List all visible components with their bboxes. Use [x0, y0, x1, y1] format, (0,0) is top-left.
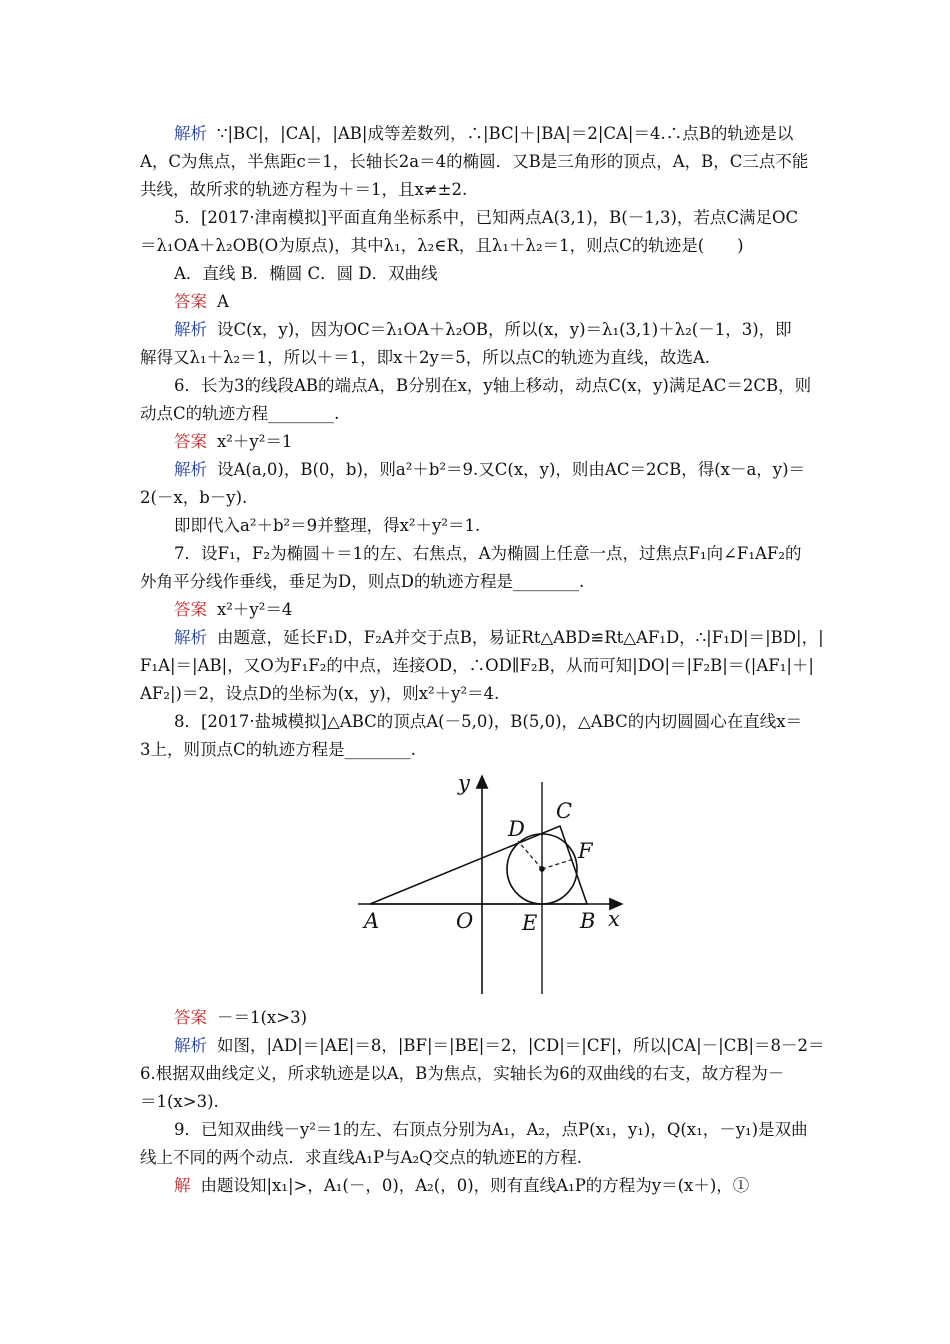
- radius-to-d: [518, 841, 542, 869]
- radius-to-f: [542, 859, 574, 869]
- answer-tag: 答案: [174, 432, 207, 451]
- text-line: ＝1(x>3).: [140, 1092, 219, 1111]
- question-7: 7．设F₁，F₂为椭圆＋＝1的左、右焦点，A为椭圆上任意一点，过焦点F₁向∠F₁AF₂的: [174, 544, 802, 563]
- text-line: 2(－x，b－y).: [140, 488, 248, 507]
- solution-line: 解 由题设知|x₁|>，A₁(－，0)，A₂(，0)，则有直线A₁P的方程为y＝(x＋)，①: [174, 1176, 750, 1195]
- answer-line: 答案 A: [174, 292, 229, 311]
- solution-tag: 解: [174, 1176, 191, 1195]
- question-9: 9．已知双曲线－y²＝1的左、右顶点分别为A₁，A₂，点P(x₁，y₁)，Q(x₁，－y₁)是双曲: [174, 1120, 808, 1139]
- text-line: 解析 由题意，延长F₁D，F₂A并交于点B，易证Rt△ABD≌Rt△AF₁D，∴|F₁D|＝|BD|，|: [174, 628, 824, 647]
- text-line: 解析 ∵|BC|，|CA|，|AB|成等差数列，∴|BC|＋|BA|＝2|CA|＝4.∴点B的轨迹是以: [174, 124, 794, 143]
- text-line: 解得又λ₁＋λ₂＝1，所以＋＝1，即x＋2y＝5，所以点C的轨迹为直线，故选A.: [140, 348, 711, 367]
- text-line: 外角平分线作垂线，垂足为D，则点D的轨迹方程是________.: [140, 572, 585, 591]
- text-line: 解析 设C(x，y)，因为OC＝λ₁OA＋λ₂OB，所以(x，y)＝λ₁(3,1)＋λ₂(－1，3)，即: [174, 320, 792, 339]
- text-line: ＝λ₁OA＋λ₂OB(O为原点)，其中λ₁，λ₂∈R，且λ₁＋λ₂＝1，则点C的轨迹是( ): [140, 236, 744, 255]
- question-6: 6．长为3的线段AB的端点A，B分别在x，y轴上移动，动点C(x，y)满足AC＝2CB，则: [174, 376, 812, 395]
- text-line: 动点C的轨迹方程________.: [140, 404, 340, 423]
- answer-tag: 答案: [174, 1008, 207, 1027]
- label-d: D: [508, 817, 525, 841]
- text-line: 3上，则顶点C的轨迹方程是________.: [140, 740, 416, 759]
- label-b: B: [580, 909, 596, 933]
- analysis-tag: 解析: [174, 628, 207, 647]
- label-a: A: [364, 909, 380, 933]
- triangle-incircle-figure: [350, 762, 636, 1002]
- analysis-tag: 解析: [174, 1036, 207, 1055]
- answer-line: 答案 x²＋y²＝1: [174, 432, 293, 451]
- label-e: E: [522, 911, 538, 935]
- label-y: y: [458, 771, 470, 795]
- text-line: A，C为焦点，半焦距c＝1，长轴长2a＝4的椭圆．又B是三角形的顶点，A，B，C三点不能: [140, 152, 809, 171]
- question-5: 5．[2017·津南模拟]平面直角坐标系中，已知两点A(3,1)，B(－1,3)，若点C满足OC: [174, 208, 799, 227]
- label-f: F: [578, 839, 593, 863]
- text-line: 线上不同的两个动点．求直线A₁P与A₂Q交点的轨迹E的方程.: [140, 1148, 582, 1167]
- text-line: F₁A|＝|AB|，又O为F₁F₂的中点，连接OD，∴OD∥F₂B，从而可知|DO|＝|F₂B|＝(|AF₁|＋|: [140, 656, 814, 675]
- text-line: 解析 设A(a,0)，B(0，b)，则a²＋b²＝9.又C(x，y)，则由AC＝2CB，得(x－a，y)＝: [174, 460, 806, 479]
- text-line: 即即代入a²＋b²＝9并整理，得x²＋y²＝1.: [174, 516, 481, 535]
- answer-line: 答案 －＝1(x>3): [174, 1008, 308, 1027]
- triangle-abc: [370, 826, 587, 904]
- analysis-tag: 解析: [174, 320, 207, 339]
- text-line: 解析 如图，|AD|＝|AE|＝8，|BF|＝|BE|＝2，|CD|＝|CF|，所以|CA|－|CB|＝8－2＝: [174, 1036, 825, 1055]
- text-line: 6.根据双曲线定义，所求轨迹是以A，B为焦点，实轴长为6的双曲线的右支，故方程为－: [140, 1064, 785, 1083]
- label-c: C: [556, 799, 573, 823]
- answer-tag: 答案: [174, 600, 207, 619]
- incircle-center: [539, 866, 545, 872]
- analysis-tag: 解析: [174, 460, 207, 479]
- question-8: 8．[2017·盐城模拟]△ABC的顶点A(－5,0)，B(5,0)，△ABC的内切圆圆心在直线x＝: [174, 712, 803, 731]
- analysis-tag: 解析: [174, 124, 207, 143]
- answer-line: 答案 x²＋y²＝4: [174, 600, 293, 619]
- choices: A．直线 B．椭圆 C．圆 D．双曲线: [174, 264, 438, 283]
- text-line: 共线，故所求的轨迹方程为＋＝1，且x≠±2.: [140, 180, 468, 199]
- label-x: x: [608, 907, 620, 931]
- text-line: AF₂|)＝2，设点D的坐标为(x，y)，则x²＋y²＝4.: [140, 684, 500, 703]
- answer-tag: 答案: [174, 292, 207, 311]
- label-o: O: [456, 909, 474, 933]
- geometry-diagram: [350, 762, 636, 1002]
